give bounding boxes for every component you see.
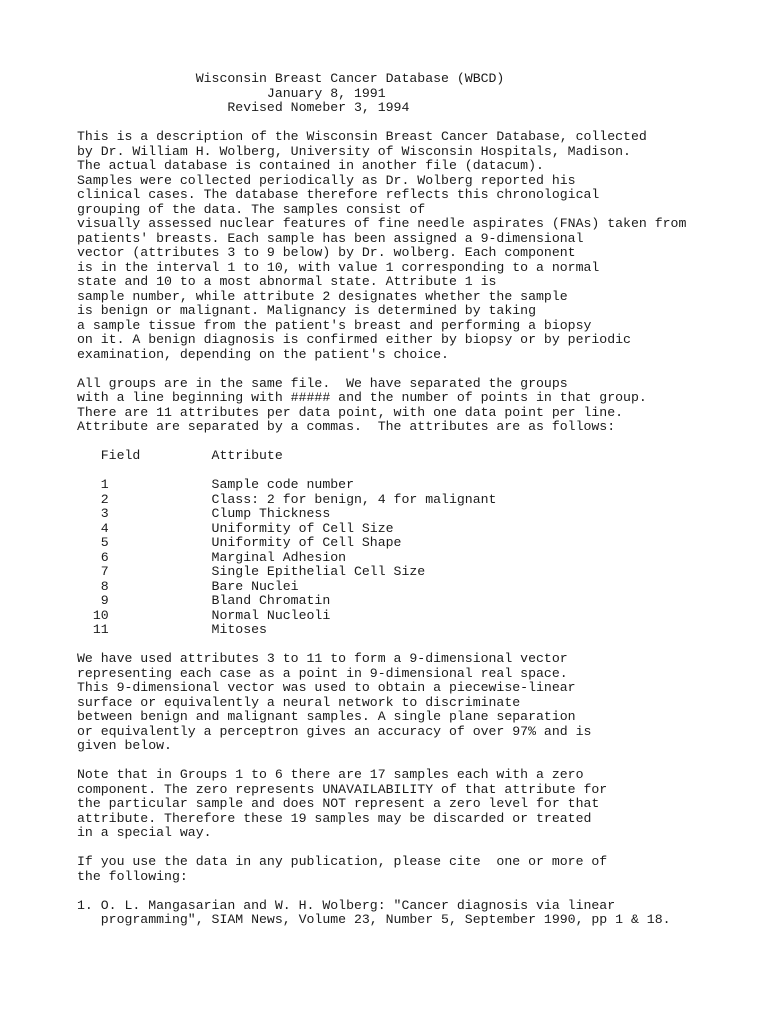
text-line: on it. A benign diagnosis is confirmed either by biopsy or by periodic <box>77 332 631 347</box>
text-line: is in the interval 1 to 10, with value 1 corresponding to a normal <box>77 259 600 275</box>
text-line: between benign and malignant samples. A single plane separation <box>77 709 576 724</box>
text-line: clinical cases. The database therefore reflects this chronological <box>77 187 600 202</box>
text-line: Wisconsin Breast Cancer Database (WBCD) <box>77 71 505 86</box>
text-line: with a line beginning with ##### and the number of points in that group. <box>77 390 647 405</box>
text-line: patients' breasts. Each sample has been assigned a 9-dimensional <box>77 230 584 246</box>
text-line: 6 Marginal Adhesion <box>77 549 347 565</box>
text-line: state and 10 to a most abnormal state. Attribute 1 is <box>77 274 497 289</box>
text-line: 9 Bland Chromatin <box>77 593 331 608</box>
text-line: examination, depending on the patient's choice. <box>77 346 449 362</box>
text-line: programming", SIAM News, Volume 23, Number 5, September 1990, pp 1 & 18. <box>77 912 671 927</box>
text-line: 11 Mitoses <box>77 622 267 637</box>
text-line: sample number, while attribute 2 designates whether the sample <box>77 288 568 304</box>
text-line: the following: <box>77 868 188 884</box>
text-line: The actual database is contained in another file (datacum). <box>77 158 544 173</box>
text-line: If you use the data in any publication, please cite one or more of <box>77 854 608 869</box>
text-line: January 8, 1991 <box>77 85 386 101</box>
text-line: This is a description of the Wisconsin Breast Cancer Database, collected <box>77 129 647 144</box>
text-line: 1 Sample code number <box>77 477 354 492</box>
text-line: 2 Class: 2 for benign, 4 for malignant <box>77 491 497 507</box>
text-line: All groups are in the same file. We have separated the groups <box>77 375 568 391</box>
text-line: the particular sample and does NOT represent a zero level for that <box>77 796 600 811</box>
text-line: visually assessed nuclear features of fine needle aspirates (FNAs) taken from <box>77 216 687 231</box>
text-line: or equivalently a perceptron gives an accuracy of over 97% and is <box>77 723 592 739</box>
text-line: Samples were collected periodically as Dr. Wolberg reported his <box>77 172 576 188</box>
text-line: 3 Clump Thickness <box>77 506 331 521</box>
text-line: is benign or malignant. Malignancy is determined by taking <box>77 303 536 318</box>
text-line: grouping of the data. The samples consist of <box>77 201 426 217</box>
text-line: This 9-dimensional vector was used to obtain a piecewise-linear <box>77 680 576 695</box>
text-line: in a special way. <box>77 825 212 840</box>
text-line: surface or equivalently a neural network to discriminate <box>77 694 521 710</box>
text-line: Note that in Groups 1 to 6 there are 17 samples each with a zero <box>77 767 584 782</box>
text-line: We have used attributes 3 to 11 to form a 9-dimensional vector <box>77 651 568 666</box>
text-line: Revised Nomeber 3, 1994 <box>77 100 410 115</box>
text-line: 1. O. L. Mangasarian and W. H. Wolberg: "Cancer diagnosis via linear <box>77 897 616 913</box>
text-line: 4 Uniformity of Cell Size <box>77 520 394 536</box>
text-line: given below. <box>77 738 172 753</box>
text-line: There are 11 attributes per data point, with one data point per line. <box>77 404 624 420</box>
text-line: by Dr. William H. Wolberg, University of Wisconsin Hospitals, Madison. <box>77 143 631 159</box>
text-line: representing each case as a point in 9-dimensional real space. <box>77 665 568 681</box>
text-line: 10 Normal Nucleoli <box>77 607 331 623</box>
text-line: vector (attributes 3 to 9 below) by Dr. wolberg. Each component <box>77 245 576 260</box>
text-line: component. The zero represents UNAVAILABILITY of that attribute for <box>77 781 608 797</box>
text-line: Field Attribute <box>77 448 283 463</box>
text-line: Attribute are separated by a commas. The attributes are as follows: <box>77 419 616 434</box>
text-line: 7 Single Epithelial Cell Size <box>77 564 426 579</box>
text-line: attribute. Therefore these 19 samples may be discarded or treated <box>77 810 592 826</box>
text-line: 5 Uniformity of Cell Shape <box>77 535 402 550</box>
text-line: a sample tissue from the patient's breast and performing a biopsy <box>77 317 592 333</box>
text-line: 8 Bare Nuclei <box>77 578 299 594</box>
